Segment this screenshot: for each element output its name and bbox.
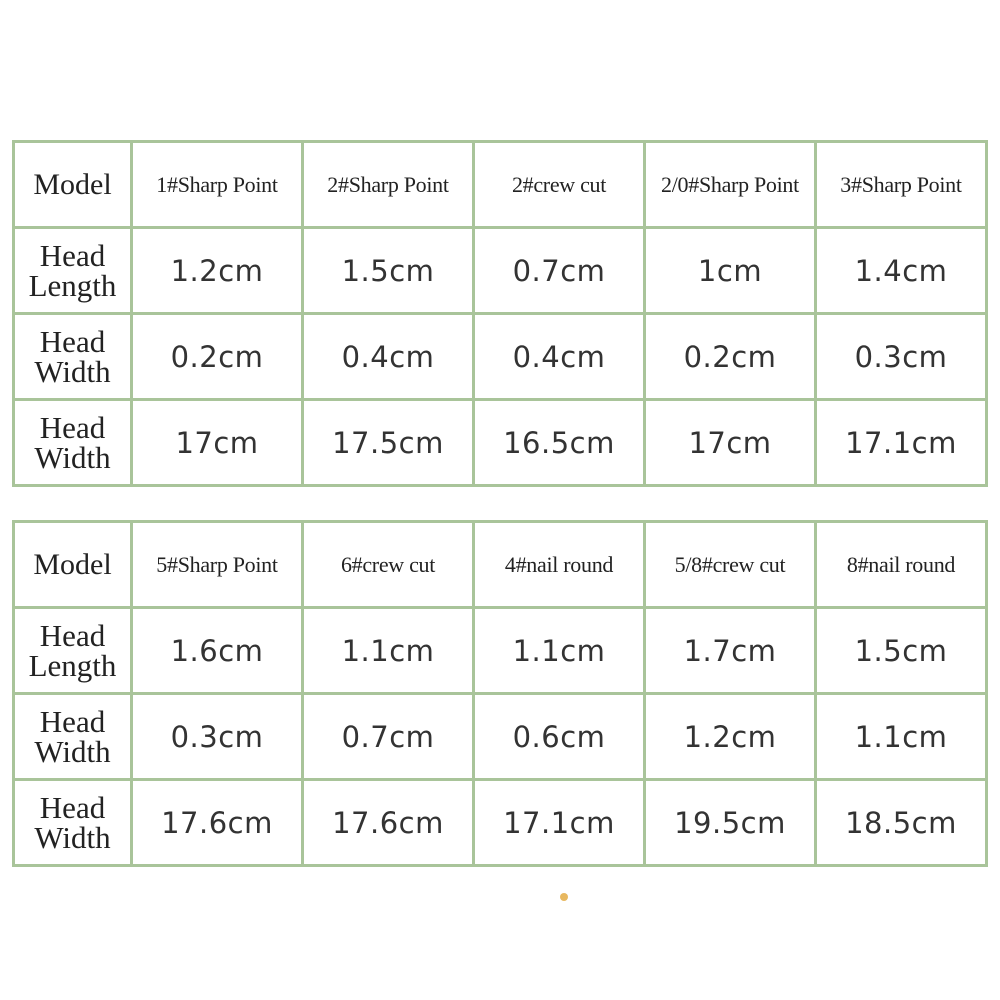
row-label-head-width bbox=[14, 694, 132, 780]
spec-table-2 bbox=[12, 520, 988, 867]
value-cell: 0.4cm bbox=[474, 314, 645, 400]
value-cell: 17cm bbox=[645, 400, 816, 486]
row-label-line: Width bbox=[34, 819, 111, 855]
value-cell: 1.2cm bbox=[132, 228, 303, 314]
spec-table-1 bbox=[12, 140, 988, 487]
row-label-line: Head bbox=[39, 789, 106, 825]
model-header-label: Model bbox=[14, 522, 132, 608]
value-cell: 17.6cm bbox=[132, 780, 303, 866]
row-label-line: Width bbox=[34, 353, 111, 389]
model-header-label: Model bbox=[14, 142, 132, 228]
value-cell: 17cm bbox=[132, 400, 303, 486]
table-row bbox=[14, 228, 987, 314]
value-cell: 0.6cm bbox=[474, 694, 645, 780]
row-label-head-length bbox=[14, 228, 132, 314]
model-name-cell: 8#nail round bbox=[816, 522, 987, 608]
row-label-head-length bbox=[14, 608, 132, 694]
model-name-cell: 2#Sharp Point bbox=[303, 142, 474, 228]
value-cell: 18.5cm bbox=[816, 780, 987, 866]
value-cell: 16.5cm bbox=[474, 400, 645, 486]
row-label-head-width bbox=[14, 780, 132, 866]
model-name-cell: 1#Sharp Point bbox=[132, 142, 303, 228]
table-header-row bbox=[14, 522, 987, 608]
table-row bbox=[14, 694, 987, 780]
model-name-cell: 3#Sharp Point bbox=[816, 142, 987, 228]
value-cell: 17.1cm bbox=[474, 780, 645, 866]
model-name-cell: 2/0#Sharp Point bbox=[645, 142, 816, 228]
row-label-line: Width bbox=[34, 439, 111, 475]
value-cell: 1cm bbox=[645, 228, 816, 314]
row-label-line: Length bbox=[28, 267, 117, 303]
value-cell: 0.3cm bbox=[132, 694, 303, 780]
value-cell: 0.7cm bbox=[303, 694, 474, 780]
value-cell: 0.2cm bbox=[645, 314, 816, 400]
table-row bbox=[14, 314, 987, 400]
row-label-line: Head bbox=[39, 617, 106, 653]
table-header-row bbox=[14, 142, 987, 228]
row-label-line: Head bbox=[39, 703, 106, 739]
value-cell: 0.3cm bbox=[816, 314, 987, 400]
value-cell: 0.4cm bbox=[303, 314, 474, 400]
value-cell: 0.2cm bbox=[132, 314, 303, 400]
row-label-head-width bbox=[14, 400, 132, 486]
model-name-cell: 5/8#crew cut bbox=[645, 522, 816, 608]
model-name-cell: 2#crew cut bbox=[474, 142, 645, 228]
value-cell: 1.2cm bbox=[645, 694, 816, 780]
value-cell: 19.5cm bbox=[645, 780, 816, 866]
row-label-line: Head bbox=[39, 323, 106, 359]
row-label-line: Width bbox=[34, 733, 111, 769]
table-row bbox=[14, 780, 987, 866]
value-cell: 17.1cm bbox=[816, 400, 987, 486]
model-name-cell: 6#crew cut bbox=[303, 522, 474, 608]
table-row bbox=[14, 608, 987, 694]
row-label-line: Head bbox=[39, 409, 106, 445]
value-cell: 17.5cm bbox=[303, 400, 474, 486]
row-label-line: Length bbox=[28, 647, 117, 683]
row-label-head-width bbox=[14, 314, 132, 400]
value-cell: 1.7cm bbox=[645, 608, 816, 694]
value-cell: 17.6cm bbox=[303, 780, 474, 866]
decorative-dot bbox=[560, 893, 568, 901]
value-cell: 1.1cm bbox=[474, 608, 645, 694]
model-name-cell: 4#nail round bbox=[474, 522, 645, 608]
value-cell: 1.6cm bbox=[132, 608, 303, 694]
value-cell: 1.1cm bbox=[303, 608, 474, 694]
value-cell: 1.4cm bbox=[816, 228, 987, 314]
value-cell: 0.7cm bbox=[474, 228, 645, 314]
model-name-cell: 5#Sharp Point bbox=[132, 522, 303, 608]
table-row bbox=[14, 400, 987, 486]
row-label-line: Head bbox=[39, 237, 106, 273]
value-cell: 1.1cm bbox=[816, 694, 987, 780]
value-cell: 1.5cm bbox=[816, 608, 987, 694]
value-cell: 1.5cm bbox=[303, 228, 474, 314]
